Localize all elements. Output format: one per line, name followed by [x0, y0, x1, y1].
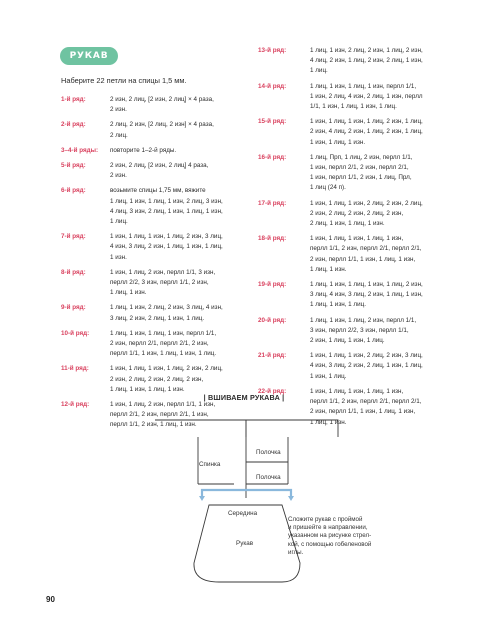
row-label: 1-й ряд: [61, 96, 86, 103]
row-instruction-line: 1 изн. [110, 253, 127, 261]
intro-text: Наберите 22 петли на спицы 1,5 мм. [61, 76, 187, 85]
pattern-row [258, 199, 473, 230]
row-instruction-line: 1 изн, 1 лиц, 1 изн, 1 лиц, 1 изн, [310, 235, 404, 243]
pattern-row [61, 232, 251, 263]
row-instruction-line: 1 лиц, 1 изн, 1 лиц. [310, 301, 366, 309]
row-label: 8-й ряд: [61, 268, 86, 276]
row-instruction-line: 1 лиц, Прп, 1 лиц, 2 изн, перлл 1/1, [310, 153, 413, 161]
row-label: 13-й ряд: [258, 47, 287, 54]
row-instruction-line: 2 лиц, 1 изн, 1 лиц, 1 изн. [310, 220, 385, 228]
row-label: 21-й ряд: [258, 352, 287, 360]
row-instruction-line: 2 изн. [110, 172, 127, 180]
diagram-note [288, 516, 388, 557]
pattern-row [258, 153, 473, 194]
row-instruction-line: 1 лиц, 1 изн. [110, 289, 147, 297]
row-label: 17-й ряд: [258, 199, 287, 207]
page-number: 90 [46, 595, 55, 604]
pattern-row [258, 234, 473, 275]
pattern-row [61, 161, 251, 181]
pattern-row [258, 280, 473, 311]
row-instruction-line: 4 изн, 3 лиц, 2 изн, 1 лиц, 1 изн, 1 лиц, [110, 243, 223, 251]
row-label: 14-й ряд: [258, 82, 287, 90]
pattern-row [61, 329, 251, 360]
row-instruction-line: 1 лиц, 1 изн, 2 лиц, 2 изн, 3 лиц, 4 изн, [110, 304, 223, 312]
label-middle: Середина [228, 510, 258, 517]
pattern-row [258, 351, 473, 382]
pattern-row [258, 316, 473, 347]
sewing-direction-arrow [202, 490, 291, 497]
row-label: 16-й ряд: [258, 153, 287, 161]
row-label: 11-й ряд: [61, 365, 89, 373]
arrow-head-left [199, 496, 205, 501]
row-label: 19-й ряд: [258, 281, 287, 289]
row-label: 15-й ряд: [258, 118, 287, 126]
row-instruction-line: 2 изн, 2 лиц, 2 изн, 2 лиц, 2 изн, [310, 209, 404, 217]
note-line: Сложите рукав с проймой [288, 516, 363, 523]
row-label: 3–4-й ряды: [61, 146, 99, 154]
row-instruction-line: 1 изн, 1 лиц. [310, 372, 347, 380]
pattern-row [61, 303, 251, 323]
row-instruction-line: 1 изн, 1 лиц, 1 изн, 1 лиц, 2 изн, 2 лиц, [110, 365, 223, 373]
label-sleeve: Рукав [236, 540, 254, 547]
row-instruction-line: 2 изн, 2 лиц, 2 изн, 2 лиц, 2 изн, [110, 375, 204, 383]
row-instruction-line: 2 изн, перлл 2/1, перлл 2/1, 2 изн, [110, 340, 209, 348]
pattern-row [61, 186, 251, 227]
right-column-rows [258, 46, 473, 428]
pattern-row [258, 82, 473, 113]
pattern-row [61, 95, 251, 115]
pattern-row [61, 268, 251, 299]
row-instruction-line: возьмите спицы 1,75 мм, вяжите [110, 187, 206, 195]
row-label: 18-й ряд: [258, 235, 287, 243]
note-line: иглы. [288, 548, 304, 556]
row-instruction-line: 1 лиц, 1 изн, 1 лиц, 1 изн, перлл 1/1, [110, 329, 217, 337]
label-front-top: Полочка [256, 449, 281, 456]
row-instruction-line: 1 лиц, 1 изн, 1 лиц, 1 изн. [110, 385, 185, 393]
row-instruction-line: 1 изн, 1 лиц, 1 изн. [310, 138, 366, 146]
row-label: 5-й ряд: [61, 162, 86, 170]
row-label: 7-й ряд: [61, 233, 86, 241]
arrow-head-right [288, 496, 294, 501]
row-label: 6-й ряд: [61, 187, 86, 195]
row-instruction-line: 1 изн, перлл 2/1, 2 изн, перлл 2/1, [310, 164, 409, 172]
row-label: 20-й ряд: [258, 316, 287, 324]
row-instruction-line: 2 лиц. [110, 131, 128, 139]
row-instruction-line: 1 лиц, 1 изн, 1 лиц, 1 изн, 1 лиц, 2 изн, [310, 281, 423, 289]
diagram-title: | ВШИВАЕМ РУКАВА | [203, 393, 285, 402]
row-label: 9-й ряд: [61, 304, 86, 312]
row-instruction-line: 2 лиц, 2 изн, [2 лиц, 2 изн] × 4 раза, [110, 121, 214, 129]
row-label: 22-й ряд: [258, 387, 287, 395]
row-instruction-line: перлл 1/1, 1 изн, 1 лиц, 1 изн, 1 лиц. [110, 350, 217, 358]
row-label: 2-й ряд: [61, 121, 86, 129]
row-instruction-line: 1 изн, 1 лиц, 1 изн, 1 лиц, 2 изн, 3 лиц, [110, 233, 223, 241]
row-instruction-line: 4 лиц, 3 изн, 2 лиц, 1 изн, 1 лиц, 1 изн, [110, 207, 223, 215]
left-column-rows [61, 95, 251, 431]
row-instruction-line: 1 лиц, 1 изн, 1 лиц, 2 изн, перлл 1/1, [310, 316, 417, 324]
row-instruction-line: 3 изн, перлл 2/2, 3 изн, перлл 1/1, [310, 326, 409, 334]
row-instruction-line: 1 лиц (24 п). [310, 184, 346, 192]
row-instruction-line: 1 изн, 2 лиц, 4 изн, 2 лиц, 1 изн, перлл [310, 92, 423, 100]
note-line: и пришейте в направлении, [288, 524, 368, 532]
note-line: указанном на рисунке стрел- [288, 532, 372, 540]
row-instruction-line: 1 лиц, 1 изн. [310, 418, 347, 426]
row-label: 10-й ряд: [61, 329, 90, 337]
row-instruction-line: перлл 2/2, 3 изн, перлл 1/1, 2 изн, [110, 279, 209, 287]
row-instruction-line: 1/1, 1 изн, 1 лиц, 1 изн, 1 лиц. [310, 103, 397, 111]
label-front-bottom: Полочка [256, 474, 281, 481]
row-instruction-line: 2 изн, 2 лиц, [2 изн, 2 лиц] 4 раза, [110, 162, 209, 170]
row-instruction-line: 2 изн, перлл 1/1, 1 изн, 1 лиц, 1 изн, [310, 255, 416, 263]
row-instruction-line: перлл 1/1, 2 изн, 1 лиц, 1 изн. [110, 421, 197, 429]
row-instruction-line: 1 лиц, 1 изн. [310, 265, 347, 273]
row-instruction-line: перлл 1/1, 2 изн, перлл 2/1, перлл 2/1, [310, 245, 422, 253]
row-instruction-line: 2 изн. [110, 106, 127, 114]
row-instruction-line: 3 лиц, 4 изн, 3 лиц, 2 изн, 1 лиц, 1 изн, [310, 291, 423, 299]
pattern-row [258, 117, 473, 148]
row-instruction-line: 2 изн, 2 лиц, [2 изн, 2 лиц] × 4 раза, [110, 96, 214, 103]
row-instruction-line: 1 лиц, 1 изн, 2 лиц, 2 изн, 1 лиц, 2 изн, [310, 47, 423, 54]
sleeve-sewing-diagram [0, 405, 488, 605]
row-instruction-line: 4 лиц, 2 изн, 1 лиц, 2 изн, 2 лиц, 1 изн, [310, 57, 423, 65]
row-instruction-line: перлл 1/1, 2 изн, перлл 2/1, перлл 2/1, [310, 398, 422, 406]
row-instruction-line: 1 лиц, 1 изн, 1 лиц, 1 изн, 2 лиц, 3 изн, [110, 197, 223, 205]
pattern-row [61, 120, 251, 140]
section-badge: РУКАВ [60, 47, 118, 65]
row-instruction-line: 1 лиц, 1 изн, 1 лиц, 1 изн, перлл 1/1, [310, 82, 417, 90]
pattern-row [258, 46, 473, 77]
row-instruction-line: повторите 1–2-й ряды. [110, 146, 177, 154]
row-label: 12-й ряд: [61, 401, 90, 409]
row-instruction-line: 1 лиц. [310, 67, 328, 75]
row-instruction-line: перлл 2/1, 2 изн, перлл 2/1, 1 изн, [110, 411, 209, 419]
row-instruction-line: 1 изн, 1 лиц, 1 изн, 1 лиц, 1 изн, [310, 387, 404, 395]
row-instruction-line: 1 изн, 1 лиц, 1 изн, 2 лиц, 2 изн, 3 лиц, [310, 352, 423, 360]
row-instruction-line: 2 изн, перлл 1/1, 1 изн, 1 лиц, 1 изн, [310, 408, 416, 416]
row-instruction-line: 3 лиц, 2 изн, 2 лиц, 1 изн, 1 лиц. [110, 314, 205, 322]
pattern-row [61, 146, 251, 156]
label-back: Спинка [199, 461, 221, 468]
row-instruction-line: 4 изн, 3 лиц, 2 изн, 2 лиц, 1 изн, 1 лиц, [310, 362, 423, 370]
row-instruction-line: 1 лиц. [110, 218, 128, 226]
pattern-row [61, 364, 251, 395]
shoulder-line [155, 420, 338, 437]
note-line: кой, с помощью гобеленовой [288, 540, 372, 548]
row-instruction-line: 2 изн, 4 лиц, 2 изн, 1 лиц, 2 изн, 1 лиц, [310, 128, 423, 136]
row-instruction-line: 1 изн, 1 лиц, 1 изн, 1 лиц, 2 изн, 1 лиц, [310, 118, 423, 126]
row-instruction-line: 2 изн, 1 лиц, 1 изн, 1 лиц. [310, 337, 385, 345]
row-instruction-line: 1 изн, 1 лиц, 1 изн, 2 лиц, 2 изн, 2 лиц, [310, 199, 423, 207]
row-instruction-line: 1 изн, перлл 1/1, 2 изн, 1 лиц, Прл, [310, 174, 412, 182]
row-instruction-line: 1 изн, 1 лиц, 2 изн, перлл 1/1, 3 изн, [110, 268, 216, 276]
row-instruction-line: 1 изн, 1 лиц, 2 изн, перлл 1/1, 1 изн, [110, 401, 216, 409]
